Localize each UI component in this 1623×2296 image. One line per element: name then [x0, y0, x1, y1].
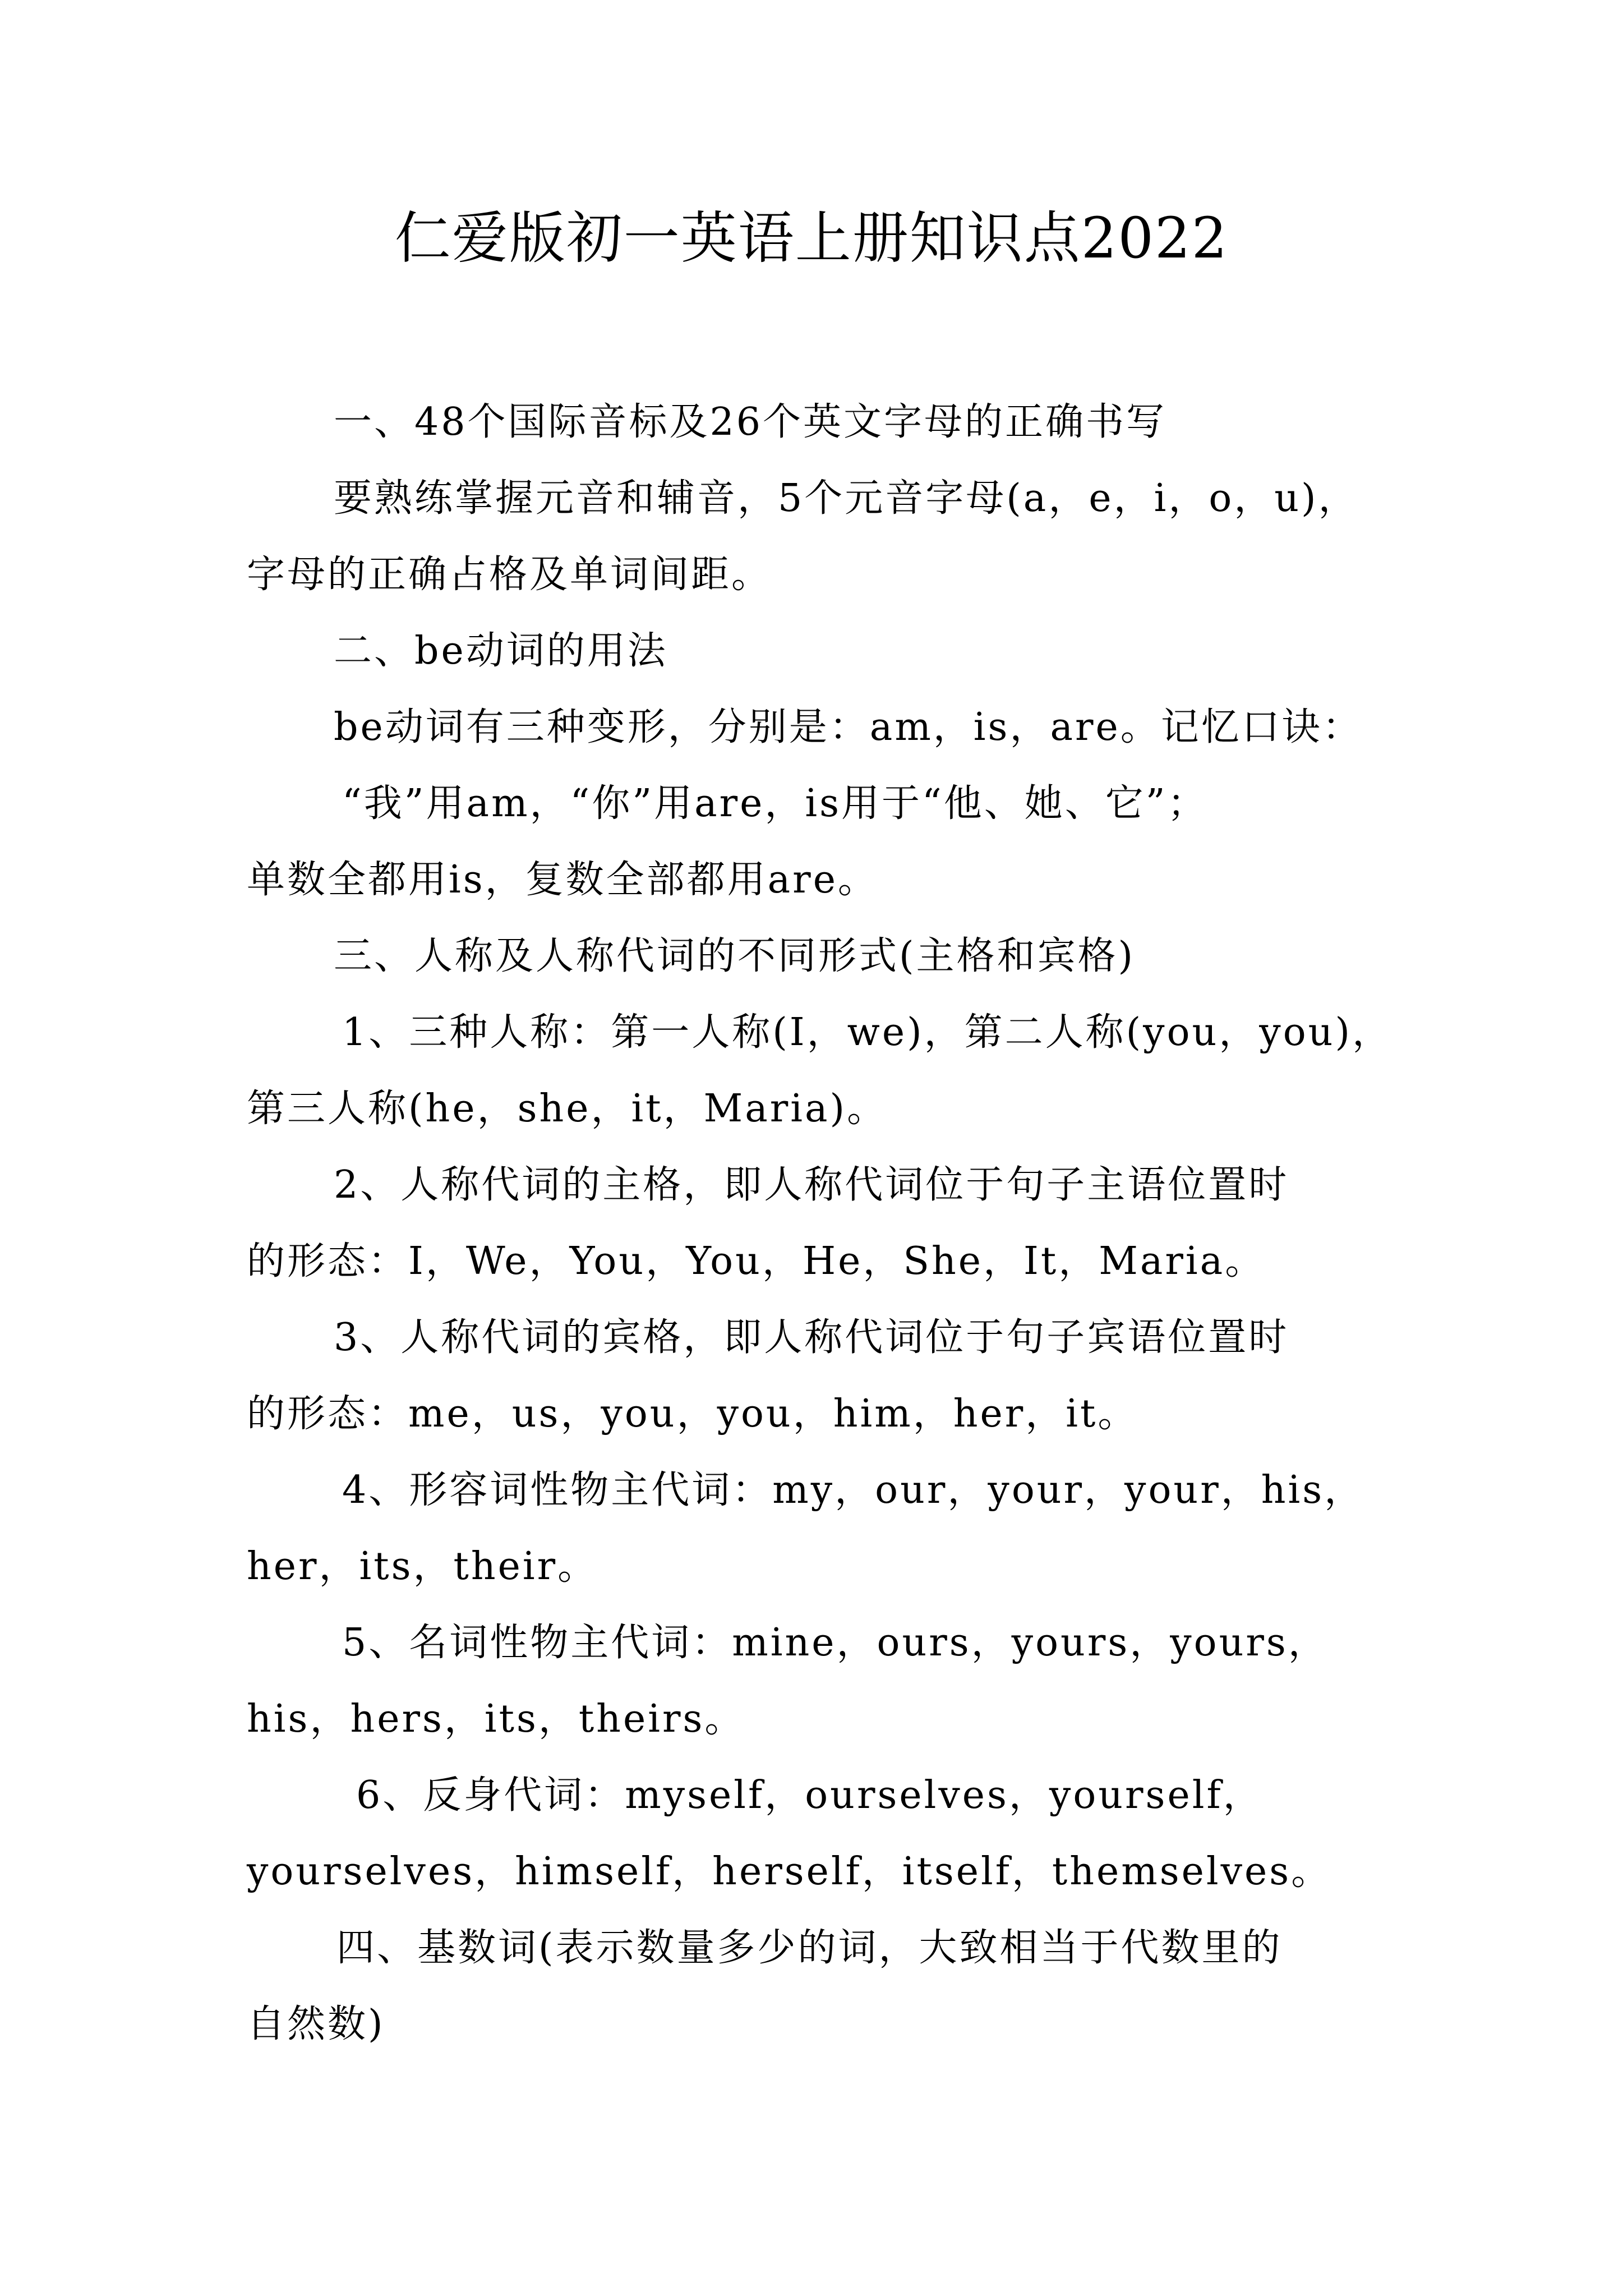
- paragraph-line: 的形态：me，us，you，you，him，her，it。: [247, 1392, 1138, 1436]
- list-item: 1、三种人称：第一人称(I，we)，第二人称(you，you)，: [342, 1010, 1393, 1055]
- section-heading-1: 一、48个国际音标及26个英文字母的正确书写: [334, 400, 1167, 444]
- paragraph-line: 第三人称(he，she，it，Maria)。: [247, 1087, 888, 1131]
- list-item: 3、人称代词的宾格，即人称代词位于句子宾语位置时: [334, 1315, 1289, 1360]
- document-body: [247, 384, 1436, 2063]
- list-item: 5、名词性物主代词：mine，ours，yours，yours，: [342, 1621, 1329, 1665]
- section-heading-4: 四、基数词(表示数量多少的词，大致相当于代数里的: [336, 1926, 1283, 1970]
- list-item: 4、形容词性物主代词：my，our，your，your，his，: [342, 1468, 1365, 1512]
- paragraph-line: his，hers，its，theirs。: [247, 1697, 745, 1741]
- paragraph-line: 的形态：I，We，You，You，He，She，It，Maria。: [247, 1239, 1266, 1283]
- section-heading-2: 二、be动词的用法: [334, 629, 668, 673]
- paragraph-line: 要熟练掌握元音和辅音，5个元音字母(a，e，i，o，u)，: [334, 476, 1359, 521]
- paragraph-line: 字母的正确占格及单词间距。: [247, 553, 772, 597]
- paragraph-line: 单数全都用is，复数全部都用are。: [247, 858, 878, 902]
- page-title: 仁爱版初一英语上册知识点2022: [394, 205, 1229, 271]
- paragraph-line: be动词有三种变形，分别是：am，is，are。记忆口诀：: [334, 705, 1363, 749]
- section-heading-3: 三、人称及人称代词的不同形式(主格和宾格): [334, 934, 1136, 978]
- paragraph-line: 自然数): [247, 2002, 385, 2046]
- paragraph-line: “我”用am，“你”用are，is用于“他、她、它”；: [342, 781, 1208, 826]
- paragraph-line: her，its，their。: [247, 1544, 598, 1589]
- list-item: 6、反身代词：myself，ourselves，yourself，: [356, 1773, 1264, 1818]
- paragraph-line: yourselves，himself，herself，itself，themselves。: [247, 1849, 1332, 1894]
- list-item: 2、人称代词的主格，即人称代词位于句子主语位置时: [334, 1163, 1289, 1207]
